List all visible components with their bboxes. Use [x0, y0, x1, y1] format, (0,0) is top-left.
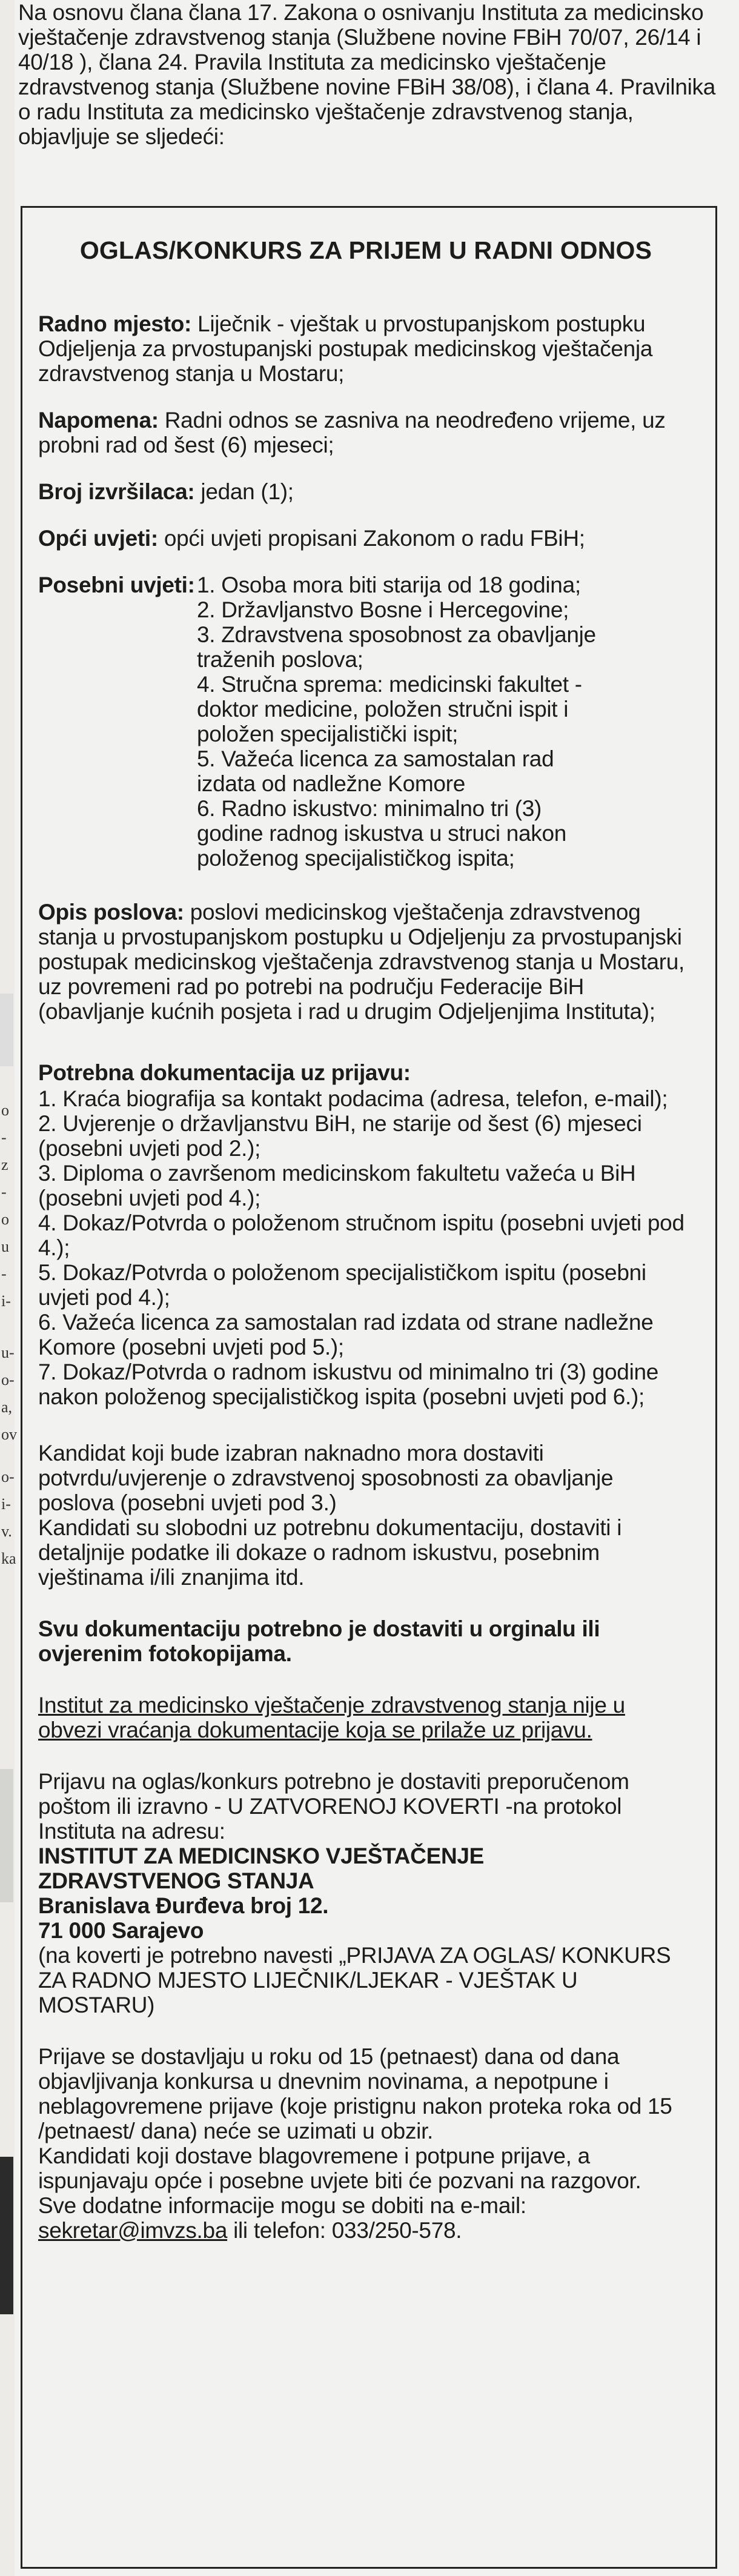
adjacent-photo-bottom — [0, 2157, 13, 2314]
list-item: 2. Uvjerenje o državljanstvu BiH, ne starije od šest (6) mjeseci (posebni uvjeti pod 2.); — [38, 1111, 642, 1161]
documentation-title: Potrebna dokumentacija uz prijavu: — [38, 1060, 411, 1085]
documentation-section — [38, 1060, 694, 1409]
list-item: 3. Zdravstvena sposobnost za obavljanje traženih poslova; — [197, 622, 596, 672]
field-label: Napomena: — [38, 408, 159, 433]
institute-return-note: Institut za medicinsko vještačenje zdravstvenog stanja nije u obvezi vraćanja dokumentacije koja se prilaže uz prijavu. — [38, 1693, 625, 1742]
adjacent-text-fragment: o- — [1, 1371, 15, 1389]
candidate-note-extra: Kandidati su slobodni uz potrebnu dokumentaciju, dostaviti i detaljnije podatke ili dokaze o radnom iskustvu, posebnim vještinama i/ili znanjima itd. — [38, 1515, 622, 1590]
list-item: 2. Državljanstvo Bosne i Hercegovine; — [197, 597, 569, 622]
field-value: opći uvjeti propisani Zakonom o radu FBiH; — [157, 526, 585, 551]
contact-intro: Sve dodatne informacije mogu se dobiti na e-mail: — [38, 2193, 526, 2218]
adjacent-text-fragment: v. — [1, 1522, 12, 1540]
adjacent-photo-middle — [0, 1769, 13, 1902]
list-item: 4. Stručna sprema: medicinski fakultet - doktor medicine, položen stručni ispit i položen specijalistički ispit; — [197, 672, 582, 746]
field-label: Posebni uvjeti: — [38, 573, 195, 597]
list-item: 3. Diploma o završenom medicinskom fakultetu važeća u BiH (posebni uvjeti pod 4.); — [38, 1161, 636, 1210]
field-value: Radni odnos se zasniva na neodređeno vrijeme, uz probni rad od šest (6) mjeseci; — [38, 408, 666, 457]
adjacent-text-fragment: i- — [1, 1495, 11, 1513]
deadline-text: Prijave se dostavljaju u roku od 15 (petnaest) dana od dana objavljivanja konkursa u dnevnim novinama, a nepotpune i neblagovremene prijave (koje pristignu nakon proteka roka od 15 /petnaest/ dana) neće se uzimati u obzir. — [38, 2044, 672, 2143]
field-value: poslovi medicinskog vještačenja zdravstvenog stanja u prvostupanjskom postupku u Odjeljenju za prvostupanjski postupak medicinskog vještačenja zdravstvenog stanja u Mostaru, uz povremeni rad po potrebi na području Federacije BiH (obavljanje kućnih posjeta i rad u drugim Odjeljenjima Instituta); — [38, 900, 685, 1024]
field-value: jedan (1); — [194, 479, 294, 504]
contact-text — [38, 2193, 694, 2243]
candidate-note-health: Kandidat koji bude izabran naknadno mora dostaviti potvrdu/uvjerenje o zdravstvenoj sposobnosti za obavljanje poslova (posebni uvjeti pod 3.) — [38, 1441, 614, 1515]
adjacent-text-fragment: - — [1, 1183, 7, 1201]
deadline-section — [38, 2044, 694, 2243]
documentation-list — [38, 1086, 694, 1409]
adjacent-text-fragment: ka — [1, 1550, 16, 1567]
contact-phone: ili telefon: 033/250-578. — [227, 2218, 462, 2243]
adjacent-text-fragment: o — [1, 1210, 9, 1228]
field-posebni-uvjeti — [38, 573, 694, 871]
adjacent-text-fragment: - — [1, 1129, 7, 1146]
candidate-notes — [38, 1441, 694, 1590]
adjacent-text-fragment: z — [1, 1156, 8, 1173]
adjacent-text-fragment: ov — [1, 1426, 17, 1443]
adjacent-text-fragment: o- — [1, 1468, 15, 1486]
field-napomena — [38, 408, 694, 457]
address-block — [38, 1844, 694, 1943]
adjacent-text-fragment: i- — [1, 1292, 11, 1310]
list-item: 6. Važeća licenca za samostalan rad izdata od strane nadležne Komore (posebni uvjeti pod 5.); — [38, 1310, 654, 1359]
ad-title: OGLAS/KONKURS ZA PRIJEM U RADNI ODNOS — [79, 236, 652, 264]
adjacent-column-strip — [0, 0, 15, 2576]
adjacent-text-fragment: u — [1, 1238, 9, 1255]
field-opci-uvjeti — [38, 526, 694, 551]
list-item: 5. Važeća licenca za samostalan rad izdata od nadležne Komore — [197, 746, 554, 796]
list-item: 5. Dokaz/Potvrda o položenom specijalističkom ispitu (posebni uvjeti pod 4.); — [38, 1260, 646, 1310]
adjacent-photo-top — [0, 994, 13, 1066]
original-documents-note: Svu dokumentaciju potrebno je dostaviti u orginalu ili ovjerenim fotokopijama. — [38, 1616, 600, 1666]
adjacent-text-fragment: o — [1, 1101, 9, 1119]
adjacent-text-fragment: - — [1, 1265, 7, 1283]
list-item: 4. Dokaz/Potvrda o položenom stručnom ispitu (posebni uvjeti pod 4.); — [38, 1210, 684, 1260]
submission-section — [38, 1769, 694, 2017]
field-value: Liječnik - vještak u prvostupanjskom postupku Odjeljenja za prvostupanjski postupak medicinskog vještačenja zdravstvenog stanja u Mostaru; — [38, 311, 653, 386]
list-item: 6. Radno iskustvo: minimalno tri (3) godine radnog iskustva u struci nakon položenog specijalističkog ispita; — [197, 796, 567, 871]
adjacent-text-fragment: u- — [1, 1344, 15, 1361]
interview-text: Kandidati koji dostave blagovremene i potpune prijave, a ispunjavaju opće i posebne uvjete biti će pozvani na razgovor. — [38, 2143, 641, 2193]
address-line: Branislava Đurđeva broj 12. — [38, 1893, 329, 1918]
address-line: INSTITUT ZA MEDICINSKO VJEŠTAČENJE — [38, 1844, 485, 1868]
field-label: Broj izvršilaca: — [38, 479, 195, 504]
job-ad-box — [21, 206, 717, 2569]
contact-email-link[interactable]: sekretar@imvzs.ba — [38, 2218, 228, 2243]
address-line: 71 000 Sarajevo — [38, 1918, 204, 1943]
field-label: Opći uvjeti: — [38, 526, 158, 551]
adjacent-text-fragment: a, — [1, 1398, 13, 1416]
list-item: 1. Osoba mora biti starija od 18 godina; — [197, 573, 581, 597]
list-item: 1. Kraća biografija sa kontakt podacima (adresa, telefon, e-mail); — [38, 1086, 668, 1111]
field-label: Radno mjesto: — [38, 311, 192, 336]
field-label: Opis poslova: — [38, 900, 184, 925]
address-line: ZDRAVSTVENOG STANJA — [38, 1868, 314, 1893]
intro-paragraph — [18, 0, 724, 149]
envelope-note: (na koverti je potrebno navesti „PRIJAVA ZA OGLAS/ KONKURS ZA RADNO MJESTO LIJEČNIK/LJEKAR - VJEŠTAK U MOSTARU) — [38, 1943, 671, 2017]
list-item: 7. Dokaz/Potvrda o radnom iskustvu od minimalno tri (3) godine nakon položenog specijalističkog ispita (posebni uvjeti pod 6.); — [38, 1359, 659, 1409]
submission-text: Prijavu na oglas/konkurs potrebno je dostaviti preporučenom poštom ili izravno - U ZATVORENOJ KOVERTI -na protokol Instituta na adresu: — [38, 1769, 629, 1844]
intro-text: Na osnovu člana člana 17. Zakona o osnivanju Instituta za medicinsko vještačenje zdravstvenog stanja (Službene novine FBiH 70/07, 26/14 i 40/18 ), člana 24. Pravila Instituta za medicinsko vještačenje zdravstvenog stanja (Službene novine FBiH 38/08), i člana 4. Pravilnika o radu Instituta za medicinsko vještačenje zdravstvenog stanja, objavljuje se sljedeći: — [18, 0, 715, 149]
field-broj-izvrsilaca — [38, 479, 694, 504]
field-radno-mjesto — [38, 311, 694, 386]
posebni-uvjeti-list — [197, 573, 597, 871]
field-opis-poslova — [38, 900, 694, 1024]
